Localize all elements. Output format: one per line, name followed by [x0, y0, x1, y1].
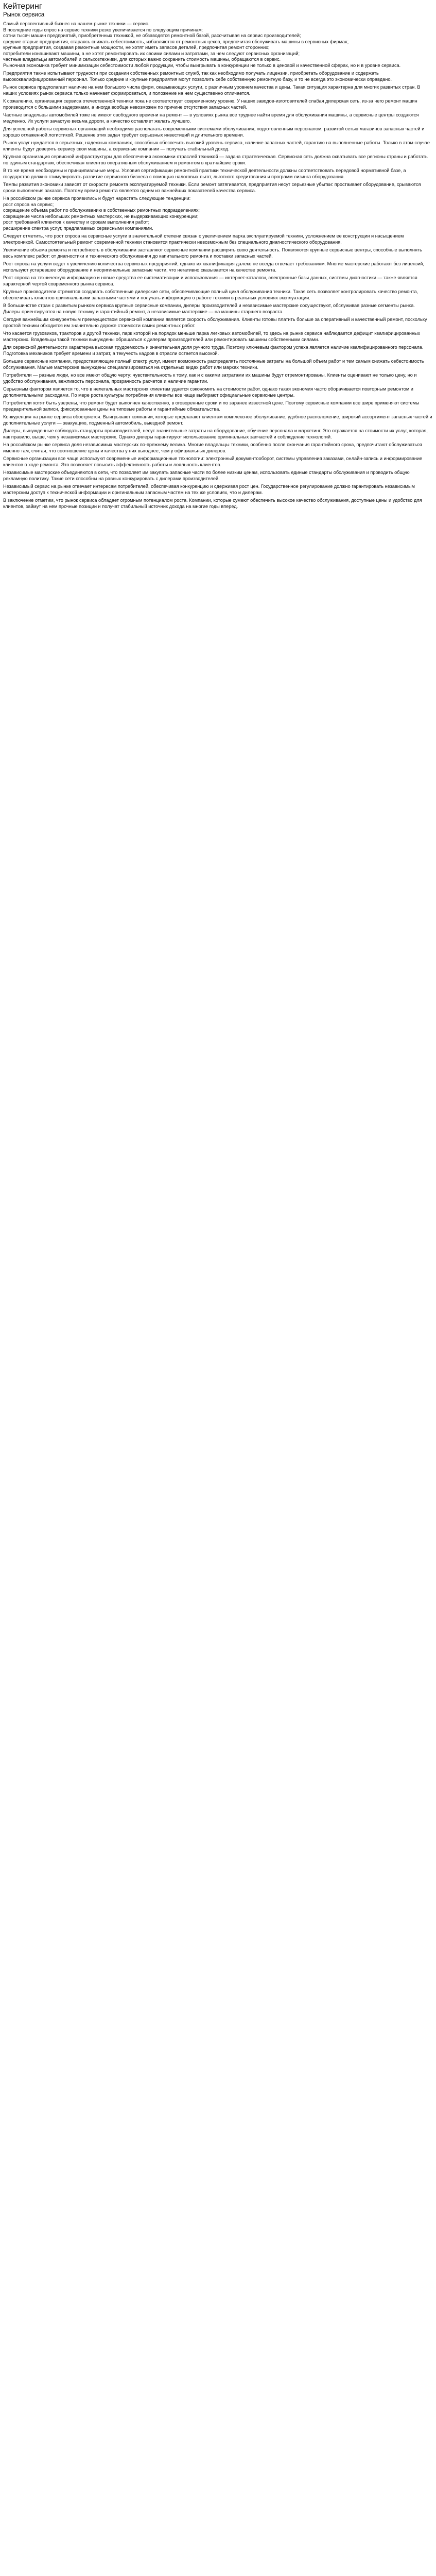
paragraph: На российском рынке сервиса доля независимых мастерских по-прежнему велика. Многие владельцы техники, особенно после окончания гарантийного срока, предпочитают обслуживаться именно там, считая, что соотношение цены и качества у них выгоднее, чем у официальных дилеров. [3, 442, 422, 453]
paragraph: Потребители хотят быть уверены, что ремонт будет выполнен качественно, в оговоренные сроки и по заранее известной цене. Поэтому сервисные компании все шире применяют системы предварительной записи, фиксированные цены на типовые работы и гарантийные обязательства. [3, 400, 420, 412]
paragraph: Рост спроса на техническую информацию и новые средства ее систематизации и использования — интернет-каталоги, электронные базы данных, системы диагностики — также является характерной чертой современного рынка сервиса. [3, 275, 417, 286]
paragraph: Конкуренция на рынке сервиса обостряется. Выигрывают компании, которые предлагают клиентам комплексное обслуживание, удобное расположение, широкий ассортимент запасных частей и дополнительные услуги — эвакуацию, подменный автомобиль, выездной ремонт. [3, 414, 432, 426]
paragraph: Предприятия также испытывают трудности при создании собственных ремонтных служб, так как необходимо получать лицензии, приобретать оборудование и содержать высококвалифицированный персонал. Только средние и крупные предприятия могут позволить себе собственную ремонтную базу, и то не всегда это экономически оправдано. [3, 71, 392, 82]
paragraph: Рост спроса на услуги ведет к увеличению количества сервисных предприятий, однако их квалификация далеко не всегда отвечает требованиям. Многие мастерские работают без лицензий, используют устаревшее оборудование и неоригинальные запасные части, что негативно сказывается на качестве ремонта. [3, 261, 425, 273]
paragraph: Сервисные организации все чаще используют современные информационные технологии: электронный документооборот, системы управления заказами, онлайн-запись и информирование клиентов о ходе ремонта. Это позволяет повысить эффективность работы и лояльность клиентов. [3, 456, 423, 467]
article-body [3, 21, 433, 510]
paragraph: Для сервисной деятельности характерна высокая трудоемкость и значительная доля ручного труда. Поэтому ключевым фактором успеха является наличие квалифицированного персонала. Подготовка механиков требует времени и затрат, а текучесть кадров в отрасли остается высокой. [3, 345, 424, 356]
paragraph: Следует отметить, что рост спроса на сервисные услуги в значительной степени связан с увеличением парка эксплуатируемой техники, усложнением ее конструкции и насыщением электроникой. Самостоятельный ремонт современной техники становится практически невозможным без специального диагностического оборудования. [3, 233, 404, 245]
paragraph: Рынок сервиса предполагает наличие на нем большого числа фирм, оказывающих услуги, с различным уровнем качества и цены. Такая ситуация характерна для многих развитых стран. В наших условиях рынок сервиса только начинает формироваться, и положение на нем существенно отличается. [3, 84, 421, 96]
paragraph: Крупные производители стремятся создавать собственные дилерские сети, обеспечивающие полный цикл обслуживания техники. Такая сеть позволяет контролировать качество ремонта, обеспечивать клиентов оригинальными запасными частями и получать информацию о работе техники в реальных условиях эксплуатации. [3, 289, 418, 300]
paragraph: Самый перспективный бизнес на нашем рынке техники — сервис. В последние годы спрос на сервис техники резко увеличивается по следующим причинам: сотни тысяч машин предприятий, приобретенных техникой, не обзаводятся ремонтной базой, рассчитывая на сервис производителей; средние старые предприятия, стараясь снижать себестоимость, избавляются от ремонтных цехов, предпочитая обслуживать машины в сервисных фирмах; крупные предприятия, создавая ремонтные мощности, не хотят иметь запасов деталей, предпочитая ремонт сторонних; потребители изнашивают машины, а не хотят ремонтировать их своими силами и затратами, за чем следуют сервисных организаций; частные владельцы автомобилей и сельхозтехники, для которых важно сохранить стоимость машины, обращаются в сервис. Рыночная экономика требует минимизации себестоимости любой продукции, чтобы выигрывать в конкуренции не только в ценовой и качественной сферах, но и в уровне сервиса. [3, 21, 401, 68]
paragraph: Рынок услуг нуждается в серьезных, надежных компаниях, способных обеспечить высокий уровень сервиса, наличие запасных частей, гарантию на выполненные работы. Только в этом случае клиенты будут доверять сервису свои машины, а сервисные компании — получать стабильный доход. [3, 140, 430, 151]
paragraph: Для успешной работы сервисных организаций необходимо располагать современными системами обслуживания, подготовленным персоналом, развитой сетью магазинов запасных частей и хорошо отлаженной логистикой. Решение этих задач требует серьезных инвестиций и длительного времени. [3, 126, 425, 138]
paragraph: В большинстве стран с развитым рынком сервиса крупные сервисные компании, дилеры производителей и независимые мастерские сосуществуют, обслуживая разные сегменты рынка. Дилеры ориентируются на новую технику и гарантийный ремонт, а независимые мастерские — на машины старшего возраста. [3, 303, 415, 314]
paragraph: Дилеры, вынужденные соблюдать стандарты производителей, несут значительные затраты на оборудование, обучение персонала и маркетинг. Это отражается на стоимости их услуг, которая, как правило, выше, чем у независимых мастерских. Однако дилеры гарантируют использование оригинальных запчастей и соблюдение технологий. [3, 428, 428, 439]
paragraph: Большие сервисные компании, предоставляющие полный спектр услуг, имеют возможность распределять постоянные затраты на большой объем работ и тем самым снижать себестоимость обслуживания. Малые мастерские вынуждены специализироваться на отдельных видах работ или марках техники. [3, 359, 424, 370]
paragraph: Независимый сервис на рынке отвечает интересам потребителей, обеспечивая конкуренцию и сдерживая рост цен. Государственное регулирование должно гарантировать независимым мастерским доступ к технической информации и оригинальным запасным частям на тех же условиях, что и дилерам. [3, 484, 415, 495]
paragraph: В заключение отметим, что рынок сервиса обладает огромным потенциалом роста. Компании, которые сумеют обеспечить высокое качество обслуживания, доступные цены и удобство для клиентов, займут на нем прочные позиции и получат стабильный источник дохода на многие годы вперед. [3, 498, 422, 509]
paragraph: Потребители — разные люди, но все имеют общую черту: чувствительность к тому, как и с какими затратами их машины будут отремонтированы. Клиенты оценивают не только цену, но и удобство обслуживания, вежливость персонала, прозрачность расчетов и наличие гарантии. [3, 372, 417, 384]
document-page [0, 0, 436, 510]
paragraph: В то же время необходимы и принципиальные меры. Условия сертификации ремонтной практики технической деятельности должны соответствовать передовой нормативной базе, а государство должно стимулировать развитие сервисного бизнеса с помощью налоговых льгот, льготного кредитования и программ лизинга оборудования. [3, 168, 406, 179]
page-subtitle: Рынок сервиса [3, 12, 45, 18]
paragraph: К сожалению, организация сервиса отечественной техники пока не соответствует современному уровню. У наших заводов-изготовителей слабая дилерская сеть, из-за чего ремонт машин производится с большими задержками, а иногда вообще невозможен по причине отсутствия запасных частей. [3, 98, 417, 110]
paragraph: Независимые мастерские объединяются в сети, что позволяет им закупать запасные части по более низким ценам, использовать единые стандарты обслуживания и проводить общую рекламную политику. Такие сети способны на равных конкурировать с дилерами производителей. [3, 470, 410, 481]
paragraph: Сегодня важнейшим конкурентным преимуществом сервисной компании является скорость обслуживания. Клиенты готовы платить больше за оперативный и качественный ремонт, поскольку простой техники обходится им значительно дороже стоимости самих ремонтных работ. [3, 317, 427, 328]
paragraph: Увеличение объема ремонта и потребность в обслуживании заставляют сервисные компании расширять свою деятельность. Появляются крупные сервисные центры, способные выполнять весь комплекс работ: от диагностики и технического обслуживания до капитального ремонта и поставки запасных частей. [3, 247, 422, 259]
paragraph: Темпы развития экономики зависят от скорости ремонта эксплуатируемой техники. Если ремонт затягивается, предприятия несут серьезные убытки: простаивает оборудование, срываются сроки выполнения заказов. Поэтому время ремонта является одним из важнейших показателей качества сервиса. [3, 182, 421, 193]
paragraph: Серьезным фактором является то, что в нелегальных мастерских клиентам удается сэкономить на стоимости работ, однако такая экономия часто оборачивается повторным ремонтом и дополнительными расходами. По мере роста культуры потребления клиенты все чаще выбирают официальные сервисные центры. [3, 386, 413, 398]
paragraph: Что касается грузовиков, тракторов и другой техники, парк которой на порядок меньше парка легковых автомобилей, то здесь на рынке сервиса наблюдается дефицит квалифицированных мастерских. Владельцы такой техники вынуждены обращаться к дилерам производителей или ремонтировать машины собственными силами. [3, 331, 421, 342]
paragraph: Частные владельцы автомобилей тоже не имеют свободного времени на ремонт — в условиях рынка все труднее найти время для обслуживания машины, а сервисные центры создаются медленно. Их услуги зачастую весьма дороги, а качество оставляет желать лучшего. [3, 112, 419, 124]
page-title: Кейтеринг [3, 2, 42, 11]
paragraph: Крупная организация сервисной инфраструктуры для обеспечения экономики отраслей техникой — задача стратегическая. Сервисная сеть должна охватывать все регионы страны и работать по единым стандартам, обеспечивая клиентов оперативным обслуживанием и ремонтом в кратчайшие сроки. [3, 154, 428, 165]
paragraph: На российском рынке сервиса проявились и будут нарастать следующие тенденции: рост спроса на сервис; сокращение объема работ по обслуживанию в собственных ремонтных подразделениях; сокращение числа небольших ремонтных мастерских, не выдерживающих конкуренции; рост требований клиентов к качеству и срокам выполнения работ; расширение спектра услуг, предлагаемых сервисными компаниями. [3, 196, 200, 231]
